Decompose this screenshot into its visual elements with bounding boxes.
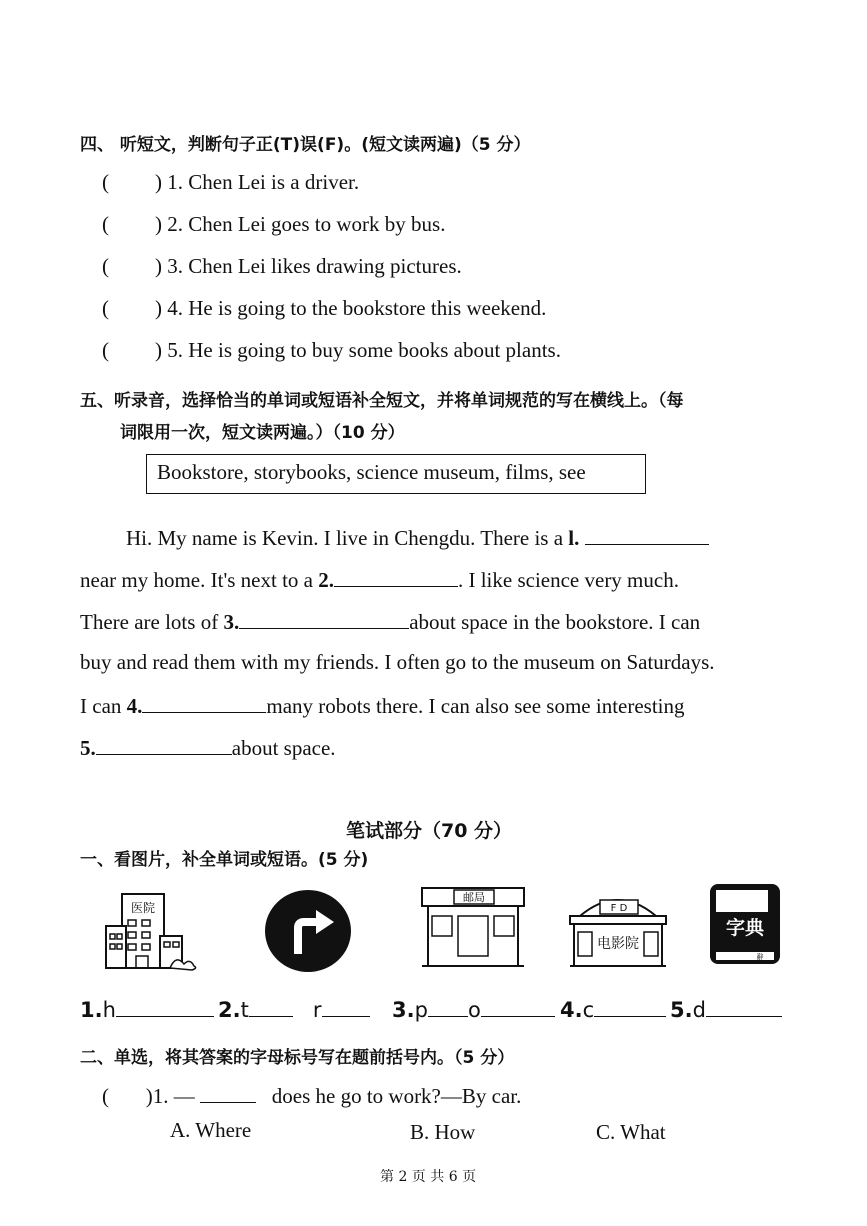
fill-blank-5[interactable]	[706, 996, 782, 1017]
svg-text:医院: 医院	[130, 901, 156, 915]
post-office-picture	[420, 884, 528, 970]
turn-right-sign-picture	[262, 888, 354, 974]
fill-item-1: 1.h	[80, 996, 214, 1022]
hospital-picture	[100, 890, 200, 972]
page-number-footer: 第 2 页 共 6 页	[380, 1169, 477, 1185]
blank-2[interactable]	[334, 566, 458, 587]
mc-option-b[interactable]: B. How	[410, 1120, 476, 1144]
fill-blank-3b[interactable]	[481, 996, 555, 1017]
fill-blank-4[interactable]	[594, 996, 666, 1017]
blank-1[interactable]	[585, 524, 709, 545]
svg-text:电影院: 电影院	[597, 936, 639, 952]
fill-item-2: 2.t r	[218, 996, 370, 1022]
svg-text:F D: F D	[610, 903, 628, 914]
section5-title-line1: 五、听录音，选择恰当的单词或短语补全短文，并将单词规范的写在横线上。（每	[80, 391, 684, 411]
fill-blank-1[interactable]	[116, 996, 214, 1017]
fill-item-4: 4.c	[560, 996, 666, 1022]
passage-line-1: Hi. My name is Kevin. I live in Chengdu. There is a l.	[126, 524, 709, 551]
mc-option-c[interactable]: C. What	[596, 1120, 666, 1144]
mc-blank-1[interactable]	[200, 1082, 256, 1103]
fill-item-5: 5.d	[670, 996, 782, 1022]
answer-paren[interactable]: (	[102, 338, 109, 362]
fill-item-3: 3.p o	[392, 996, 555, 1022]
svg-text:辭: 辭	[756, 953, 764, 961]
svg-text:邮局: 邮局	[463, 891, 485, 904]
written-part2-title: 二、单选，将其答案的字母标号写在题前括号内。（5 分）	[80, 1048, 515, 1068]
written-part1-title: 一、看图片，补全单词或短语。(5 分)	[80, 850, 369, 870]
passage-line-6: 5. about space.	[80, 736, 336, 760]
blank-5[interactable]	[96, 734, 232, 755]
dictionary-picture	[708, 882, 782, 966]
written-part-heading: 笔试部分（70 分）	[346, 820, 513, 842]
fill-blank-2a[interactable]	[249, 996, 293, 1017]
section4-item-2: ( ) 2. Chen Lei goes to work by bus.	[102, 212, 446, 236]
svg-text:字典: 字典	[725, 917, 765, 939]
passage-line-3: There are lots of 3. about space in the bookstore. I can	[80, 610, 701, 634]
passage-line-5: I can 4. many robots there. I can also see some interesting	[80, 694, 685, 718]
answer-paren[interactable]: (	[102, 212, 109, 236]
section4-item-5: ( ) 5. He is going to buy some books about plants.	[102, 338, 561, 362]
fill-blank-3a[interactable]	[428, 996, 468, 1017]
word-bank-box	[146, 454, 646, 494]
fill-blank-2b[interactable]	[322, 996, 370, 1017]
mc-question-1: ( )1. — does he go to work?—By car.	[102, 1084, 522, 1108]
blank-3[interactable]	[239, 608, 409, 629]
passage-line-4: buy and read them with my friends. I often go to the museum on Saturdays.	[80, 650, 715, 674]
section4-item-1: ( ) 1. Chen Lei is a driver.	[102, 170, 360, 194]
mc-option-a[interactable]: A. Where	[170, 1118, 252, 1142]
word-bank-text: Bookstore, storybooks, science museum, films, see	[157, 460, 586, 484]
cinema-picture	[566, 888, 670, 970]
answer-paren[interactable]: (	[102, 296, 109, 320]
passage-line-2: near my home. It's next to a 2. . I like science very much.	[80, 568, 679, 592]
answer-paren[interactable]: (	[102, 254, 109, 278]
blank-4[interactable]	[142, 692, 266, 713]
answer-paren[interactable]: (	[102, 170, 109, 194]
section4-title: 四、 听短文，判断句子正(T)误(F)。(短文读两遍)（5 分）	[80, 135, 531, 155]
section4-item-3: ( ) 3. Chen Lei likes drawing pictures.	[102, 254, 462, 278]
section5-title-line2: 词限用一次，短文读两遍。）（10 分）	[120, 423, 405, 443]
section4-item-4: ( ) 4. He is going to the bookstore this weekend.	[102, 296, 547, 320]
